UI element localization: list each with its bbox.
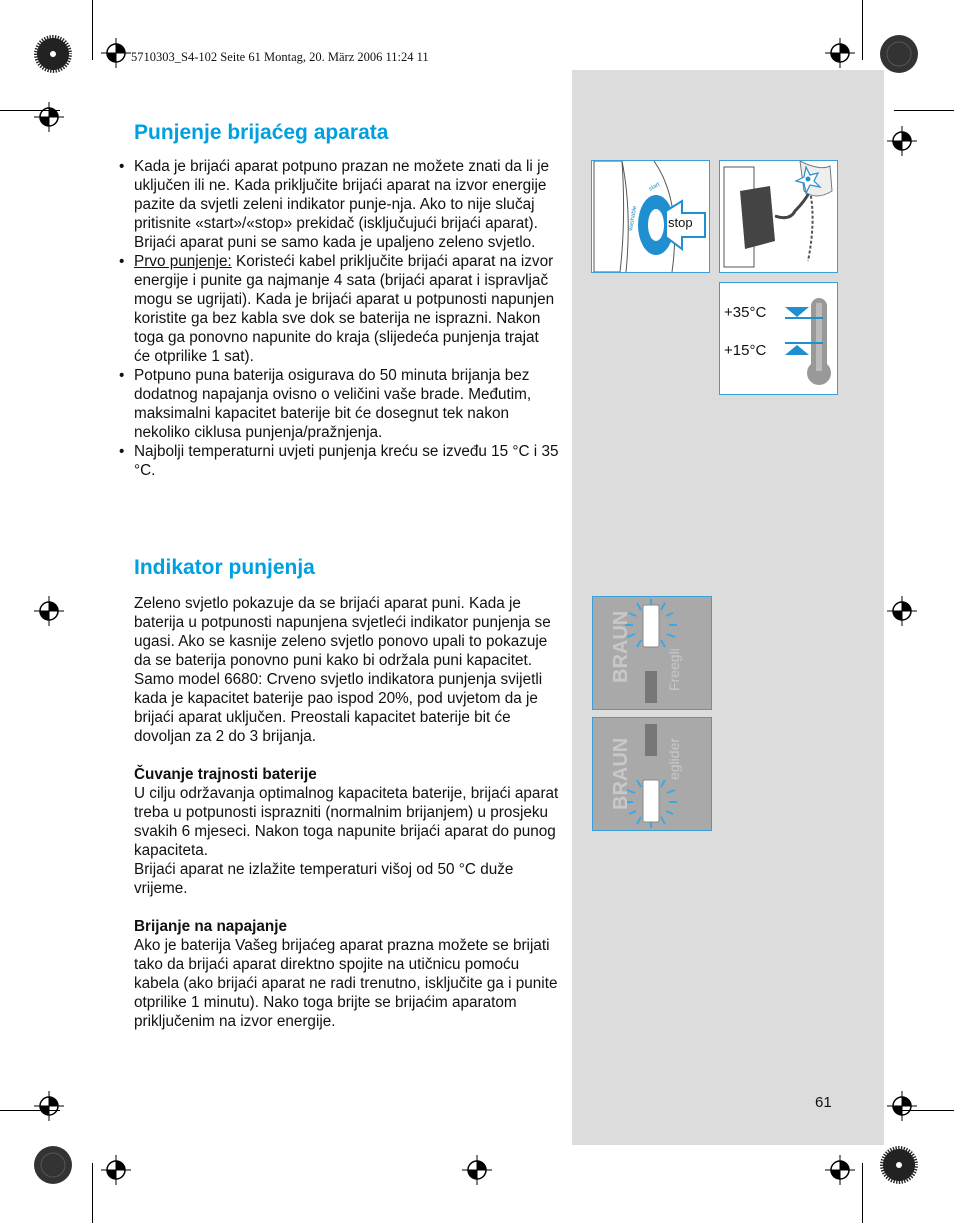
model-label: Freegli (666, 648, 682, 691)
crop-line (92, 0, 93, 60)
figure-plug (719, 160, 838, 273)
list-item: • Prvo punjenje: Koristeći kabel priključite brijaći aparat na izvor energije i punite ga najmanje 4 sata (brijaći aparat i ispravljač mogu se ugrijati). Kada je brijaći aparat u potpunosti napunjen koristite ga bez kabla sve dok se baterija ne isprazni. Nakon toga ga ponovno napunite do kraja (slijedeća punjenja trajat će otprilike 1 sat). (119, 253, 555, 365)
thermometer-illustration (720, 283, 837, 394)
shaver-switch-illustration (592, 161, 709, 272)
brand-logo: BRAUN (610, 610, 632, 683)
crop-line (862, 1163, 863, 1223)
registration-mark-icon (101, 38, 131, 68)
charging-light-illustration (593, 597, 711, 709)
registration-mark-icon (825, 1155, 855, 1185)
temp-high-label: +35°C (724, 304, 767, 321)
subheading-mains-shaving: Brijanje na napajanje (134, 918, 288, 935)
paragraph: Samo model 6680: Crveno svjetlo indikatora punjenja svijetli kada je kapacitet baterije pao ispod 20%, pod uvjetom da je brijaći aparat uključen. Preostali kapacitet baterije bit će dovoljan za 2 do 3 brijanja. (134, 671, 543, 745)
registration-mark-icon (887, 1091, 917, 1121)
figure-temperature (719, 282, 838, 395)
charging-bullet-list (119, 157, 559, 480)
list-item: • Najbolji temperaturni uvjeti punjenja kreću se izveđu 15 °C i 35 °C. (119, 443, 559, 479)
registration-mark-icon (825, 38, 855, 68)
registration-mark-icon (34, 596, 64, 626)
plug-illustration (720, 161, 837, 272)
registration-mark-icon (887, 126, 917, 156)
start-label: start (648, 181, 662, 193)
section-title-charging: Punjenje brijaćeg aparata (134, 121, 389, 144)
model-label: eglider (666, 737, 682, 780)
figure-indicator-top (592, 596, 712, 710)
figure-switch (591, 160, 710, 273)
paragraph: Brijaći aparat ne izlažite temperaturi višoj od 50 °C duže vrijeme. (134, 861, 514, 897)
figure-indicator-bottom (592, 717, 712, 831)
crop-line (894, 110, 954, 111)
registration-mark-icon (34, 102, 64, 132)
paragraph: Zeleno svjetlo pokazuje da se brijaći aparat puni. Kada je baterija u potpunosti napunjena svjetleći indikator punjenja se ugasi. Ako se kasnije zeleno svjetlo ponovo upali to pokazuje da se baterija ponovno puni kako bi održala puni kapacitet. (134, 595, 551, 669)
star-target-icon (33, 1145, 73, 1185)
list-item: • Potpuno puna baterija osigurava do 50 minuta brijanja bez dodatnog napajanja ovisno o veličini vaše brade. Međutim, maksimalni kapacitet baterije bit će dosegnut tek nakon nekoliko ciklusa punjenja/pražnjenja. (119, 367, 532, 441)
indicator-text (134, 594, 559, 1031)
list-item: • Kada je brijaći aparat potpuno prazan ne možete znati da li je uključen ili ne. Kada priključite brijaći aparat na izvor energije pazite da svjetli zeleni indikator punje-nja. Ako to nije slučaj pritisnite «start»/«stop» prekidač (isključujući brijaći aparat). Brijaći aparat puni se samo kada je upaljeno zeleno svjetlo. (119, 158, 549, 251)
registration-mark-icon (462, 1155, 492, 1185)
registration-mark-icon (34, 1091, 64, 1121)
section-title-indicator: Indikator punjenja (134, 556, 315, 579)
stop-label: stop (668, 215, 693, 230)
washable-label: washable (628, 205, 639, 232)
crop-line (862, 0, 863, 60)
paragraph: U cilju održavanja optimalnog kapaciteta baterije, brijaći aparat treba u potpunosti isprazniti (normalnim brijanjem) u prosjeku svakih 6 mjeseci. Nakon toga napunite brijaći aparat do punog kapaciteta. (134, 785, 559, 859)
brand-logo: BRAUN (610, 737, 632, 810)
paragraph: Ako je baterija Vašeg brijaćeg aparat prazna možete se brijati tako da brijaći aparat direktno spojite na utičnicu pomoću kabela (ako brijaći aparat ne radi trenutno, isključite ga i punite otprilike 1 minutu). Nako toga brijte se brijaćim aparatom priključenim na izvor energije. (134, 937, 558, 1030)
charging-light-illustration (593, 718, 711, 830)
page-number: 61 (815, 1094, 832, 1111)
temp-low-label: +15°C (724, 342, 767, 359)
registration-mark-icon (887, 596, 917, 626)
subheading-battery-care: Čuvanje trajnosti baterije (134, 766, 317, 783)
star-target-icon (879, 34, 919, 74)
print-slug: 5710303_S4-102 Seite 61 Montag, 20. März 2006 11:24 11 (131, 50, 429, 64)
registration-mark-icon (101, 1155, 131, 1185)
crop-line (92, 1163, 93, 1223)
star-target-icon (879, 1145, 919, 1185)
star-target-icon (33, 34, 73, 74)
